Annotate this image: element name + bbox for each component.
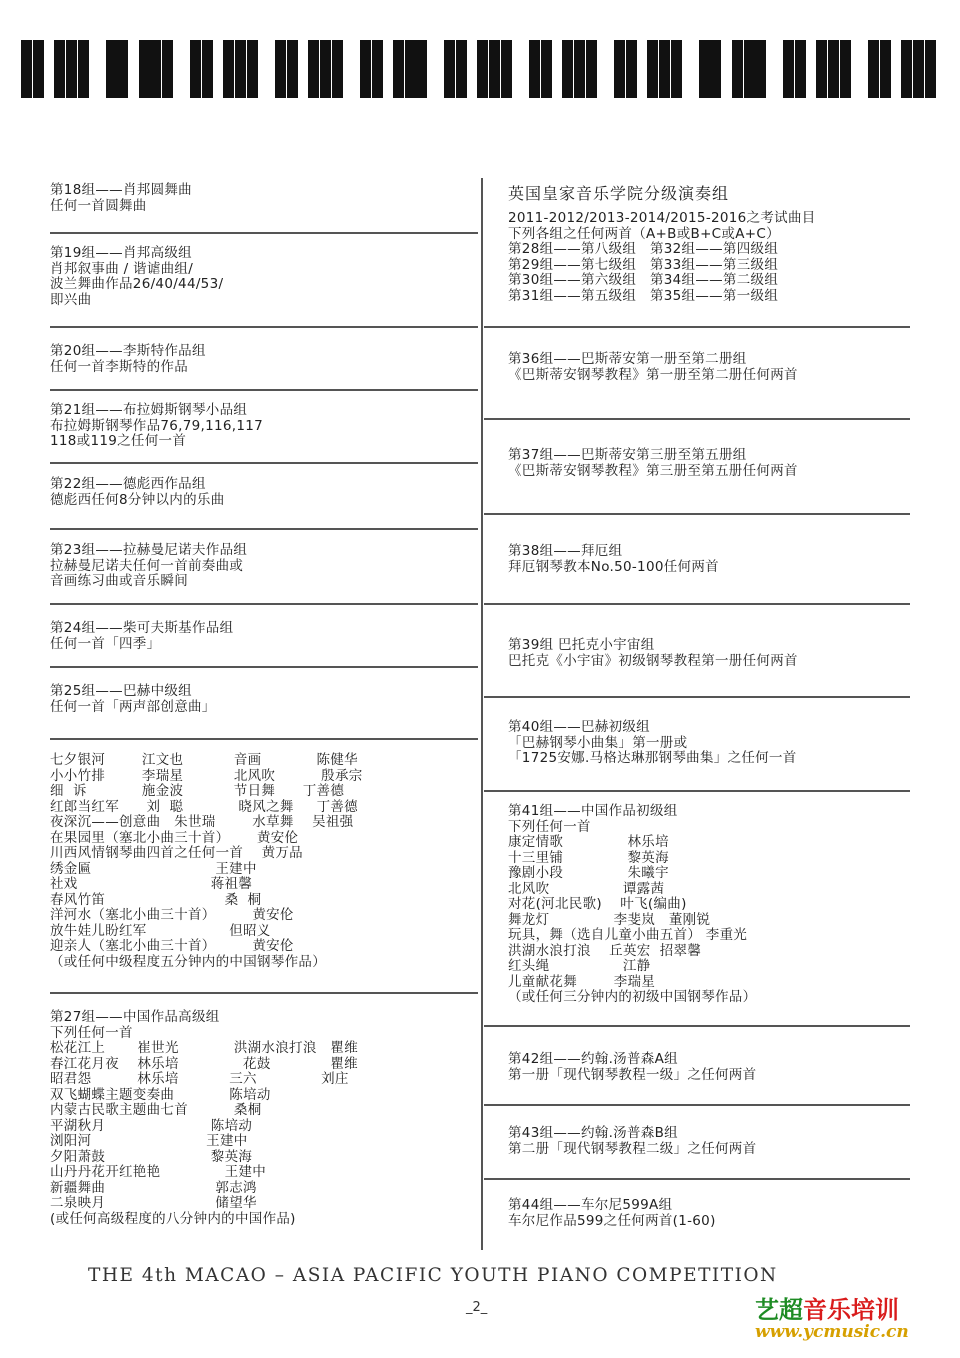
text-line: 第27组——中国作品高级组: [50, 1009, 220, 1025]
black-key: [647, 40, 658, 98]
text-line: 第二册「现代钢琴教程二级」之任何两首: [508, 1140, 757, 1157]
text-line: 第21组——布拉姆斯钢琴小品组: [50, 402, 248, 418]
black-key: [393, 40, 404, 98]
black-key: [78, 40, 89, 98]
text-line: 任何一首「四季」: [50, 635, 161, 652]
text-line: 北风吹 谭露茜: [508, 880, 665, 897]
separator: [50, 992, 478, 994]
text-line: 下列任何一首: [508, 818, 591, 835]
black-key: [671, 40, 682, 98]
text-line: 细 诉 施金波 节日舞 丁善德: [50, 783, 345, 799]
text-line: 「巴赫钢琴小曲集」第一册或: [508, 734, 688, 751]
black-key: [66, 40, 77, 98]
text-line: 第24组——柴可夫斯基作品组: [50, 620, 234, 636]
group-38-block: [508, 544, 936, 575]
separator: [50, 603, 478, 605]
competition-title: THE 4th MACAO – ASIA PACIFIC YOUTH PIANO COMPETITION: [88, 1265, 778, 1286]
black-key: [287, 40, 298, 98]
text-line: 十三里铺 黎英海: [508, 849, 669, 866]
black-key: [275, 40, 286, 98]
black-key: [456, 40, 467, 98]
text-line: 第28组——第八级组 第32组——第四级组: [508, 241, 779, 257]
text-line: 红郎当红军 刘 聪 晓风之舞 丁善德: [50, 798, 358, 815]
black-key: [840, 40, 851, 98]
right-column-title: 英国皇家音乐学院分级演奏组: [508, 184, 730, 203]
separator: [484, 326, 910, 328]
group-21-block: [50, 403, 478, 450]
group-24-block: [50, 621, 478, 652]
black-key: [54, 40, 65, 98]
black-key: [732, 40, 743, 98]
separator: [50, 232, 478, 234]
text-line: 下列任何一首: [50, 1024, 133, 1041]
black-key: [332, 40, 343, 98]
group-40-block: [508, 720, 936, 767]
group-36-block: [508, 352, 936, 383]
group-42-block: [508, 1052, 936, 1083]
brand-name-sub: 音乐培训: [803, 1296, 899, 1324]
text-line: 巴托克《小宇宙》初级钢琴教程第一册任何两首: [508, 652, 798, 669]
black-key: [501, 40, 512, 98]
black-key: [659, 40, 670, 98]
black-key: [162, 40, 173, 98]
black-key: [795, 40, 806, 98]
text-line: 玩具，舞（选自儿童小曲五首） 李重光: [508, 927, 748, 943]
brand-name-main: 艺超: [755, 1296, 803, 1324]
text-line: 第22组——德彪西作品组: [50, 476, 206, 492]
text-line: 第一册「现代钢琴教程一级」之任何两首: [508, 1066, 757, 1083]
black-key: [372, 40, 383, 98]
black-key: [562, 40, 573, 98]
text-line: 车尔尼作品599之任何两首(1-60): [508, 1212, 716, 1229]
text-line: 夕阳萧鼓 黎英海: [50, 1148, 253, 1165]
text-line: 第18组——肖邦圆舞曲: [50, 182, 192, 198]
text-line: 第36组——巴斯蒂安第一册至第二册组: [508, 351, 747, 367]
black-key: [308, 40, 319, 98]
brand-name: [755, 1290, 899, 1325]
black-key: [223, 40, 234, 98]
text-line: 平湖秋月 陈培动: [50, 1117, 253, 1134]
black-key: [586, 40, 597, 98]
text-line: 对花(河北民歌) 叶飞(编曲): [508, 896, 687, 912]
separator: [484, 603, 910, 605]
separator: [50, 738, 478, 740]
brand-url[interactable]: www.ycmusic.cn: [755, 1322, 909, 1342]
text-line: 昭君怨 林乐培 三六 刘庄: [50, 1071, 349, 1087]
text-line: 豫剧小段 朱曦宇: [508, 865, 669, 881]
group-27-block: [50, 1010, 478, 1227]
text-line: 第43组——约翰.汤普森B组: [508, 1125, 678, 1141]
text-line: 波兰舞曲作品26/40/44/53/: [50, 276, 224, 292]
group-44-block: [508, 1198, 936, 1229]
text-line: 儿童献花舞 李瑞星: [508, 973, 656, 990]
text-line: 康定情歌 林乐培: [508, 834, 669, 850]
separator: [484, 1025, 910, 1027]
black-key: [541, 40, 552, 98]
text-line: 第25组——巴赫中级组: [50, 683, 192, 699]
group-19-block: [50, 246, 478, 308]
text-line: 拉赫曼尼诺夫任何一首前奏曲或: [50, 557, 244, 574]
text-line: 浏阳河 王建中: [50, 1133, 248, 1149]
black-key: [360, 40, 371, 98]
black-key: [744, 40, 755, 98]
black-key: [880, 40, 891, 98]
brand-logo[interactable]: [755, 1290, 950, 1350]
text-line: 2011-2012/2013-2014/2015-2016之考试曲目: [508, 210, 816, 226]
separator: [484, 513, 910, 515]
separator: [50, 666, 478, 668]
black-key: [529, 40, 540, 98]
black-key: [626, 40, 637, 98]
group-25-block: [50, 684, 478, 715]
black-key: [190, 40, 201, 98]
separator: [484, 790, 910, 792]
text-line: 即兴曲: [50, 291, 92, 308]
black-key: [755, 40, 766, 98]
black-key: [783, 40, 794, 98]
separator: [484, 1178, 910, 1180]
separator: [484, 696, 910, 698]
column-divider: [481, 178, 483, 1250]
text-line: 第39组 巴托克小宇宙组: [508, 637, 655, 653]
text-line: 第23组——拉赫曼尼诺夫作品组: [50, 542, 248, 558]
black-key: [444, 40, 455, 98]
text-line: 松花江上 崔世光 洪湖水浪打浪 瞿维: [50, 1040, 359, 1056]
separator: [484, 418, 910, 420]
text-line: 「1725安娜.马格达琳那钢琴曲集」之任何一首: [508, 750, 797, 766]
black-key: [117, 40, 128, 98]
text-line: 内蒙古民歌主题曲七首 桑桐: [50, 1102, 262, 1118]
text-line: 第44组——车尔尼599A组: [508, 1197, 673, 1213]
black-key: [106, 40, 117, 98]
separator: [50, 462, 478, 464]
text-line: 小小竹排 李瑞星 北风吹 殷承宗: [50, 767, 363, 784]
black-key: [816, 40, 827, 98]
text-line: 第19组——肖邦高级组: [50, 245, 192, 261]
group-37-block: [508, 448, 936, 479]
text-line: 第41组——中国作品初级组: [508, 803, 678, 819]
text-line: 《巴斯蒂安钢琴教程》第三册至第五册任何两首: [508, 462, 798, 479]
separator: [484, 1104, 910, 1106]
text-line: 德彪西任何8分钟以内的乐曲: [50, 491, 225, 508]
text-line: 绣金匾 王建中: [50, 860, 257, 877]
text-line: (或任何高级程度的八分钟内的中国作品): [50, 1210, 296, 1227]
black-key: [489, 40, 500, 98]
text-line: 放牛娃儿盼红军 但昭义: [50, 922, 271, 939]
group-18-block: [50, 183, 478, 214]
text-line: 任何一首李斯特的作品: [50, 358, 188, 375]
text-line: 布拉姆斯钢琴作品76,79,116,117: [50, 417, 264, 434]
text-line: 第20组——李斯特作品组: [50, 343, 206, 359]
separator: [50, 326, 478, 328]
text-line: 第42组——约翰.汤普森A组: [508, 1051, 678, 1067]
text-line: 二泉映月 储望华: [50, 1195, 257, 1211]
text-line: 第38组——拜厄组: [508, 543, 623, 559]
text-line: 舞龙灯 李斐岚 董刚锐: [508, 911, 711, 928]
black-key: [913, 40, 924, 98]
text-line: （或任何三分钟内的初级中国钢琴作品）: [508, 989, 757, 1005]
group-23-block: [50, 543, 478, 590]
text-line: 任何一首「两声部创意曲」: [50, 698, 216, 715]
text-line: 双飞蝴蝶主题变奏曲 陈培动: [50, 1086, 271, 1103]
text-line: 洪湖水浪打浪 丘英宏 招翠馨: [508, 942, 702, 959]
text-line: 川西风情钢琴曲四首之任何一首 黄万品: [50, 845, 303, 861]
black-key: [828, 40, 839, 98]
black-key: [901, 40, 912, 98]
text-line: 第30组——第六级组 第34组——第二级组: [508, 272, 779, 288]
group-39-block: [508, 638, 936, 669]
text-line: 音画练习曲或音乐瞬间: [50, 573, 188, 589]
black-key: [247, 40, 258, 98]
black-key: [320, 40, 331, 98]
page-number: _2_: [466, 1300, 488, 1315]
separator: [50, 528, 478, 530]
text-line: 第40组——巴赫初级组: [508, 719, 650, 735]
black-key: [614, 40, 625, 98]
black-key: [202, 40, 213, 98]
text-line: （或任何中级程度五分钟内的中国钢琴作品）: [50, 953, 326, 970]
black-key: [574, 40, 585, 98]
text-line: 拜厄钢琴教本No.50-100任何两首: [508, 558, 719, 575]
black-key: [139, 40, 150, 98]
text-line: 春风竹笛 桑 桐: [50, 891, 262, 908]
black-key: [235, 40, 246, 98]
text-line: 洋河水（塞北小曲三十首） 黄安伦: [50, 907, 294, 923]
black-key: [699, 40, 710, 98]
text-line: 社戏 蒋祖馨: [50, 876, 253, 892]
black-key: [925, 40, 936, 98]
text-line: 下列各组之任何两首（A+B或B+C或A+C）: [508, 225, 780, 242]
group-20-block: [50, 344, 478, 375]
text-line: 第31组——第五级组 第35组——第一级组: [508, 287, 779, 304]
black-key: [416, 40, 427, 98]
text-line: 迎亲人（塞北小曲三十首） 黄安伦: [50, 938, 294, 954]
abrsm-groups-block: [508, 211, 936, 304]
text-line: 肖邦叙事曲 / 谐谑曲组/: [50, 260, 194, 277]
black-key: [477, 40, 488, 98]
text-line: 第37组——巴斯蒂安第三册至第五册组: [508, 447, 747, 463]
text-line: 山丹丹花开红艳艳 王建中: [50, 1164, 267, 1180]
text-line: 在果园里（塞北小曲三十首） 黄安伦: [50, 829, 299, 846]
text-line: 夜深沉——创意曲 朱世瑞 水草舞 吴祖强: [50, 814, 354, 830]
text-line: 《巴斯蒂安钢琴教程》第一册至第二册任何两首: [508, 366, 798, 383]
text-line: 118或119之任何一首: [50, 433, 187, 449]
black-key: [21, 40, 32, 98]
group-41-block: [508, 804, 936, 1006]
black-key: [150, 40, 161, 98]
group-22-block: [50, 477, 478, 508]
black-key: [868, 40, 879, 98]
group-43-block: [508, 1126, 936, 1157]
separator: [50, 389, 478, 391]
text-line: 第29组——第七级组 第33组——第三级组: [508, 256, 779, 273]
black-key: [405, 40, 416, 98]
piano-keyboard-decoration: [14, 40, 946, 98]
intermediate-chinese-works-list: [50, 753, 478, 970]
text-line: 七夕银河 江文也 音画 陈健华: [50, 752, 358, 768]
text-line: 新疆舞曲 郭志鸿: [50, 1179, 257, 1196]
black-key: [710, 40, 721, 98]
text-line: 红头绳 江静: [508, 958, 651, 974]
text-line: 任何一首圆舞曲: [50, 197, 147, 214]
text-line: 春江花月夜 林乐培 花鼓 瞿维: [50, 1055, 358, 1072]
black-key: [33, 40, 44, 98]
